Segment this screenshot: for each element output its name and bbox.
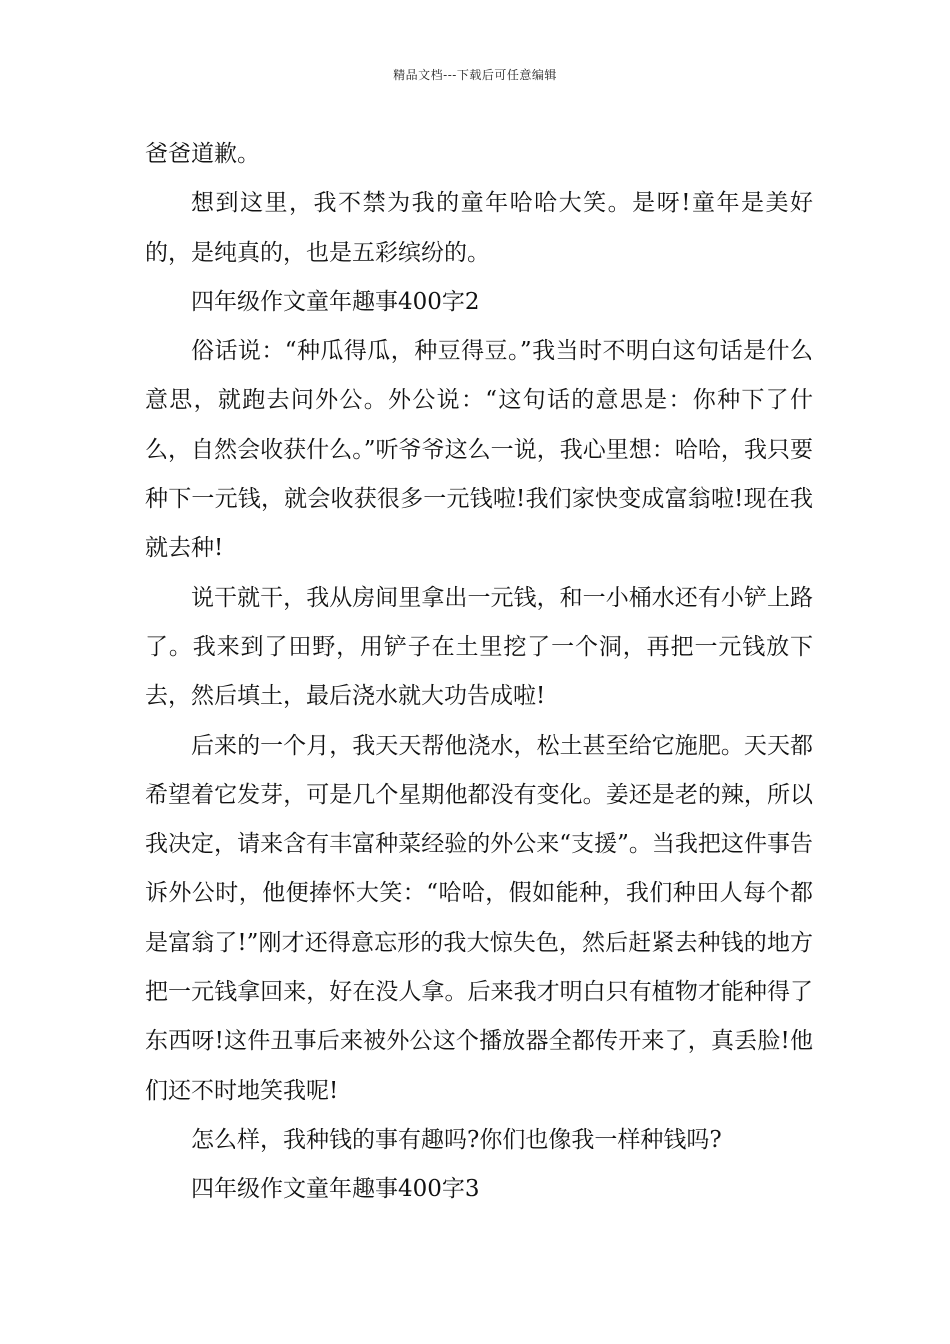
paragraph-planting-money: 说干就干，我从房间里拿出一元钱，和一小桶水还有小铲上路了。我来到了田野，用铲子在土里挖了一个洞，再把一元钱放下去，然后填土，最后浇水就大功告成啦! (145, 584, 813, 710)
paragraph-childhood-reflection: 想到这里，我不禁为我的童年哈哈大笑。是呀!童年是美好的，是纯真的，也是五彩缤纷的。 (145, 190, 813, 266)
section-title-essay-3: 四年级作文童年趣事400字3 (191, 1176, 480, 1203)
paragraph-proverb: 俗话说：“种瓜得瓜，种豆得豆。”我当时不明白这句话是什么意思，就跑去问外公。外公说：“这句话的意思是：你种下了什么，自然会收获什么。”听爷爷这么一说，我心里想：哈哈，我只要种下一元钱，就会收获很多一元钱啦!我们家快变成富翁啦!现在我就去种! (145, 338, 813, 562)
page-header: 精品文档---下载后可任意编辑 (393, 68, 557, 82)
document-body (145, 130, 813, 1215)
paragraph-grandpa-laughs: 后来的一个月，我天天帮他浇水，松土甚至给它施肥。天天都希望着它发芽，可是几个星期他都没有变化。姜还是老的辣，所以我决定，请来含有丰富种菜经验的外公来“支援”。当我把这件事告诉外公时，他便捧怀大笑：“哈哈，假如能种，我们种田人每个都是富翁了!”刚才还得意忘形的我大惊失色，然后赶紧去种钱的地方把一元钱拿回来，好在没人拿。后来我才明白只有植物才能种得了东西呀!这件丑事后来被外公这个播放器全都传开来了，真丢脸!他们还不时地笑我呢! (145, 732, 813, 1104)
paragraph-closing-question: 怎么样，我种钱的事有趣吗?你们也像我一样种钱吗? (191, 1126, 722, 1153)
section-title-essay-2: 四年级作文童年趣事400字2 (191, 288, 480, 315)
paragraph-apology-ending: 爸爸道歉。 (145, 141, 260, 167)
